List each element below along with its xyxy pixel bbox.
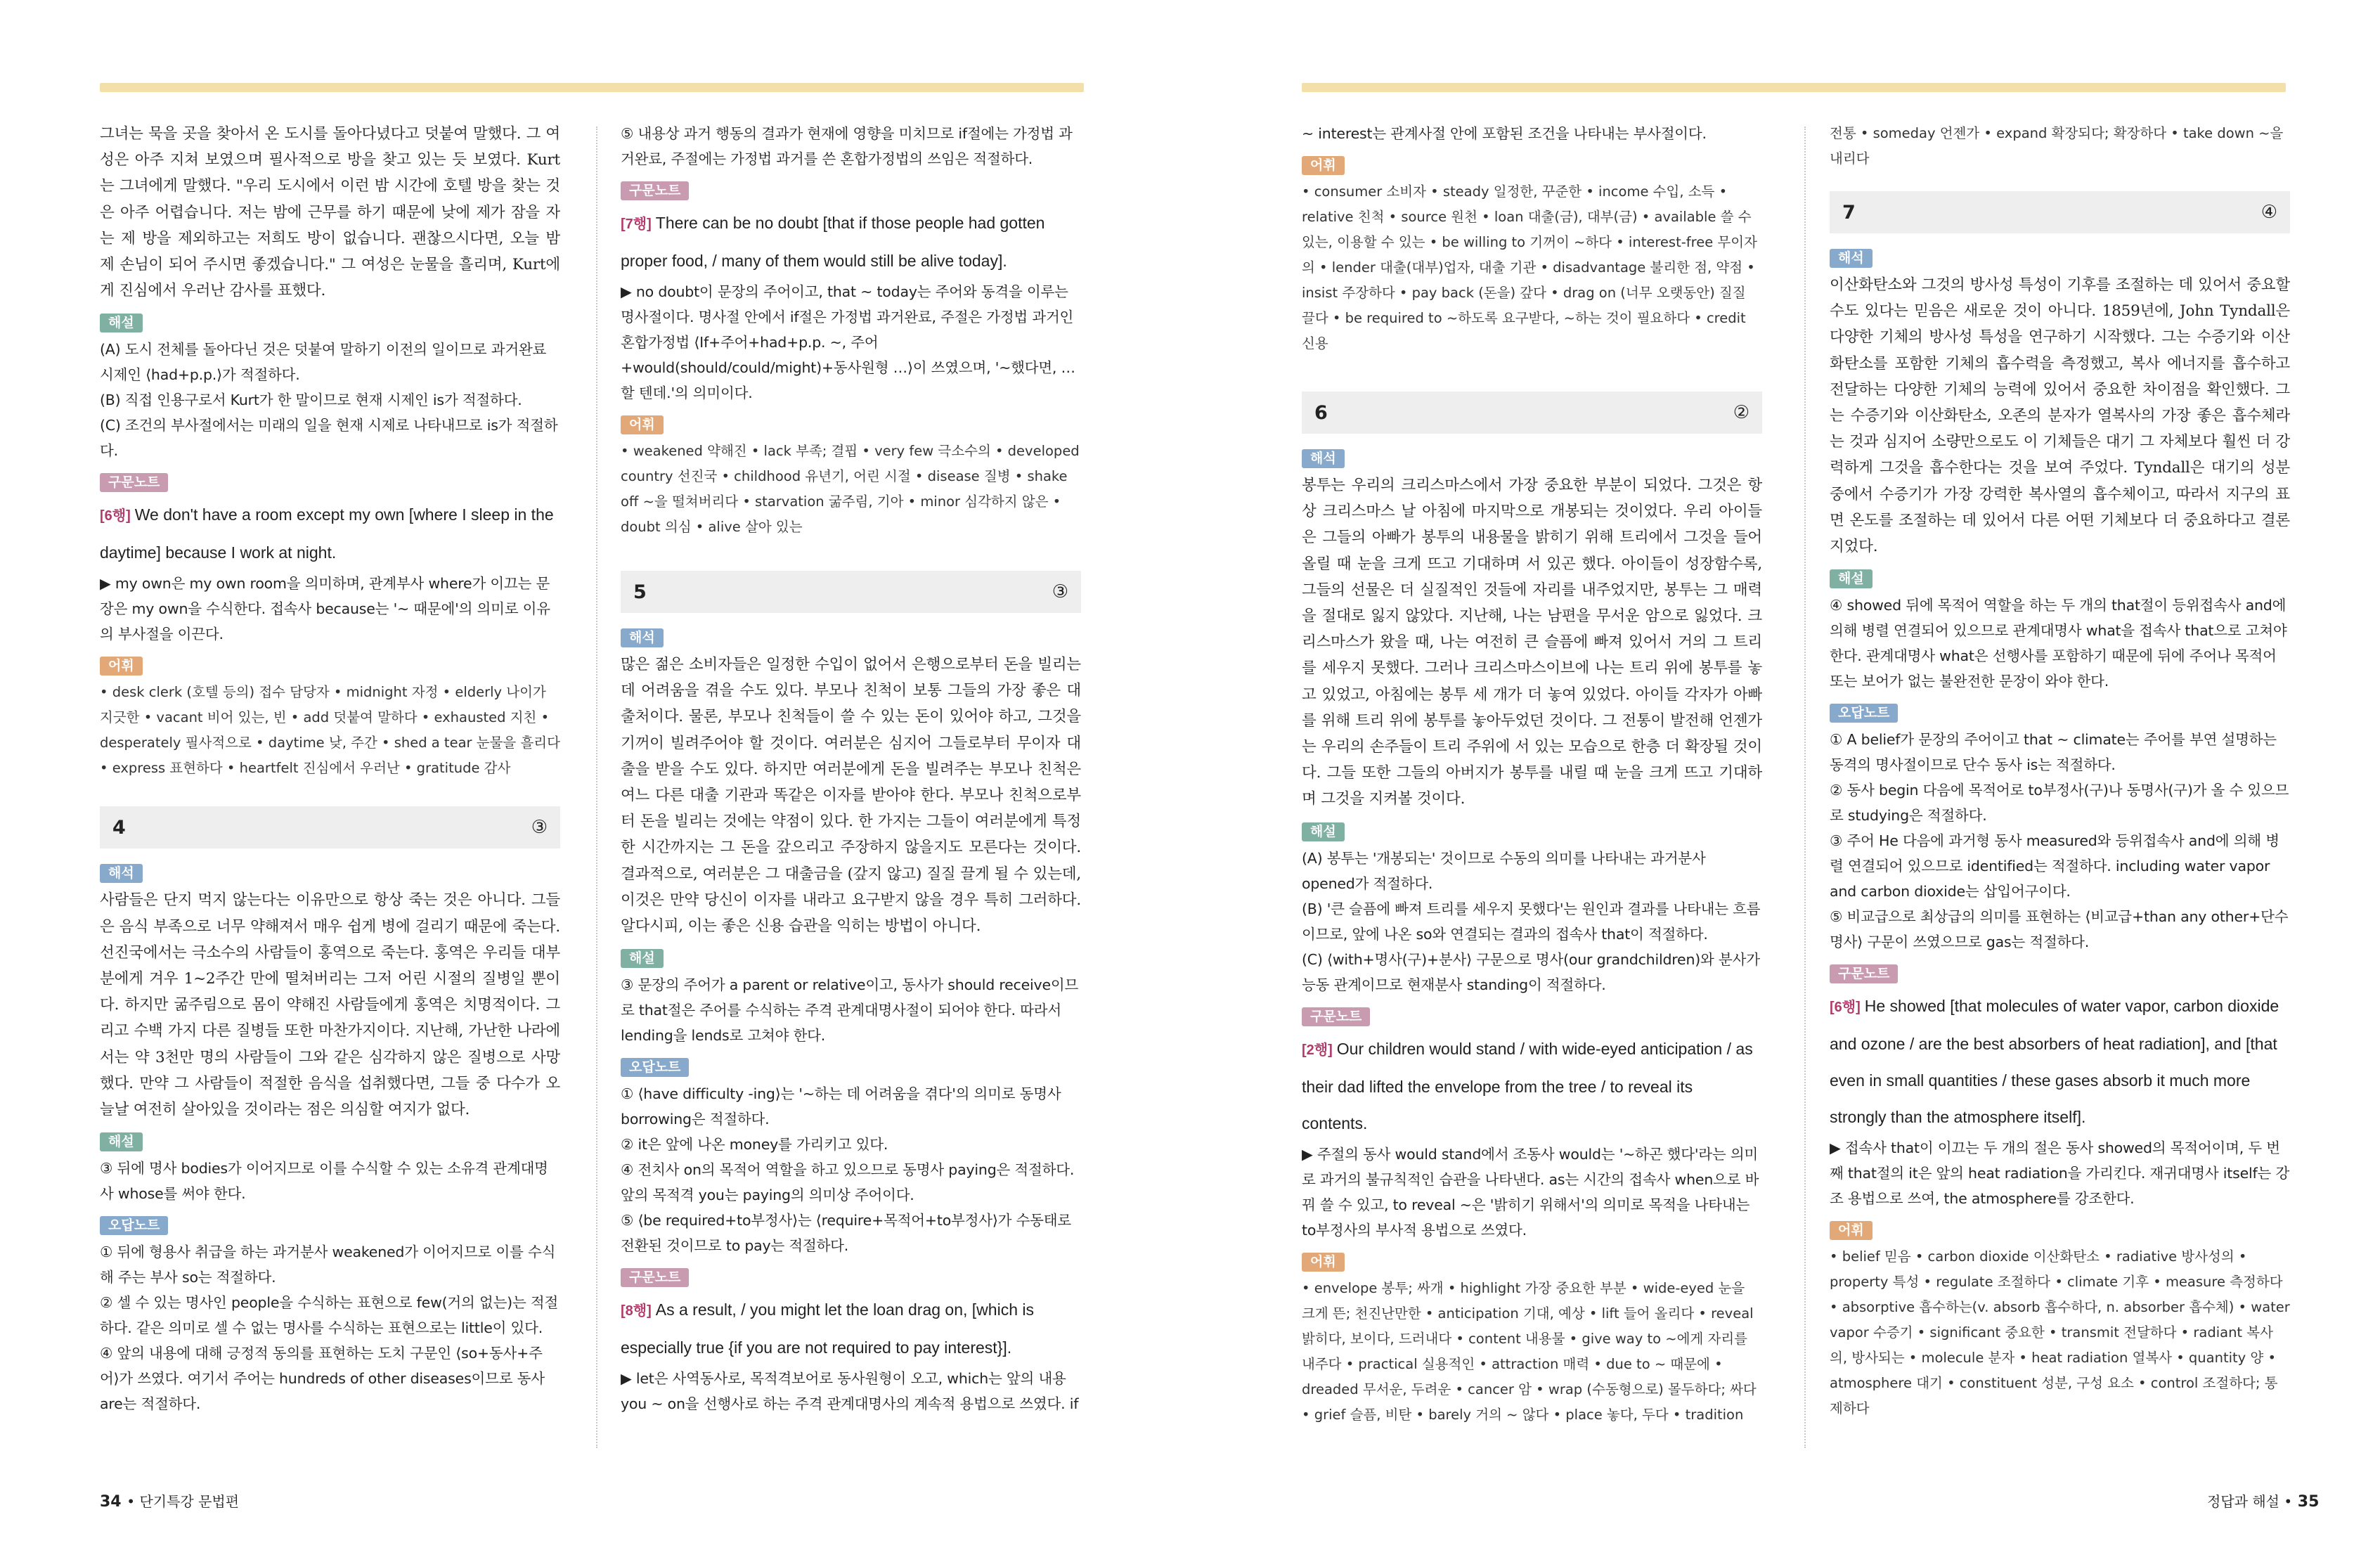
vocab-list: • envelope 봉투; 싸개 • highlight 가장 중요한 부분 • wide-eyed 눈을 크게 뜬; 천진난만한 • anticipation 기대, 예상 • lift 들어 올리다 • reveal 밝히다, 보이다, 드러내다 • content 내용물 • give way to ~에게 자리를 내주다 • practical 실용적인 • attraction 매력 • due to ~ 때문에 • dreaded 무서운, 두려운 • cancer 암 • wrap (수동형으로) 몰두하다; 싸다 • grief 슬픔, 비탄 • barely 거의 ~ 않다 • place 놓다, 두다 • tradition	[1302, 1279, 1757, 1423]
explanation-text: ~ interest는 관계사절 안에 포함된 조건을 나타내는 부사절이다.	[1302, 125, 1707, 142]
wrong-answer-item: ① ⟨have difficulty -ing⟩는 '~하는 데 어려움을 겪다'의 의미로 동명사 borrowing은 적절하다.	[621, 1085, 1061, 1128]
odap-label: 오답노트	[621, 1058, 689, 1077]
explanation-item: (A) 도시 전체를 돌아다닌 것은 덧붙여 말하기 이전의 일이므로 과거완료 시제인 ⟨had+p.p.⟩가 적절하다.	[100, 341, 547, 384]
line-reference: [2행]	[1302, 1042, 1333, 1058]
gumun-label: 구문노트	[1830, 964, 1898, 983]
wrong-answer-item: ① 뒤에 형용사 취급을 하는 과거분사 weakened가 이어지므로 이를 수식해 주는 부사 so는 적절하다.	[100, 1244, 556, 1286]
explanation-text: ⑤ 내용상 과거 행동의 결과가 현재에 영향을 미치므로 if절에는 가정법 과거완료, 주절에는 가정법 과거를 쓴 혼합가정법의 쓰임은 적절하다.	[621, 125, 1073, 167]
right-page-top-bar	[1302, 83, 2286, 92]
syntax-note: ▶ 접속사 that이 이끄는 두 개의 절은 동사 showed의 목적어이며, 두 번째 that절의 it은 앞의 heat radiation을 가리킨다. 재귀대명사 itself는 강조 용법으로 쓰여, the atmosphere를 강조한다.	[1830, 1139, 2290, 1208]
passage-translation: 봉투는 우리의 크리스마스에서 가장 중요한 부분이 되었다. 그것은 항상 크리스마스 날 아침에 마지막으로 개봉되는 것이었다. 우리 아이들은 그들의 아빠가 봉투의 내용물을 밝히기 위해 트리에서 그것을 들어 올릴 때 눈을 크게 뜨고 기대하며 서 있곤 했다. 아이들이 성장함수록, 그들의 선물은 더 실질적인 것들에 자리를 내주었지만, 봉투는 그 매력을 절대로 잃지 않았다. 지난해, 나는 남편을 무서운 암으로 잃었다. 크리스마스가 왔을 때, 나는 여전히 큰 슬픔에 빠져 있어서 거의 그 트리를 세우지 못했다. 그러나 크리스마스이브에 나는 트리 위에 봉투를 놓고 있었고, 아침에는 봉투 세 개가 더 놓여 있었다. 아이들 각자가 아빠를 위해 트리 위에 봉투를 놓아두었던 것이다. 그 전통이 발전해 언젠가는 우리의 손주들이 트리 주위에 서 있는 모습으로 한층 더 확장될 것이다. 그들 또한 그들의 아버지가 봉투를 내릴 때 눈을 크게 뜨고 기대하며 그것을 지켜볼 것이다.	[1302, 477, 1762, 808]
question-header	[1830, 191, 2290, 233]
wrong-answer-notes	[621, 1081, 1081, 1258]
passage-translation: 사람들은 단지 먹지 않는다는 이유만으로 항상 죽는 것은 아니다. 그들은 음식 부족으로 너무 약해져서 매우 쉽게 병에 걸리기 때문에 죽는다. 선진국에서는 극소수의 사람들이 홍역으로 죽는다. 홍역은 우리들 대부분에게 겨우 1~2주간 만에 떨쳐버리는 그저 어린 시절의 질병일 뿐이다. 하지만 굶주림으로 몸이 약해진 사람들에게 홍역은 치명적이다. 그리고 수백 가지 다른 질병들 또한 마찬가지이다. 지난해, 가난한 나라에서는 약 3천만 명의 사람들이 그와 같은 심각하지 않은 질병으로 사망했다. 만약 그 사람들이 적절한 음식을 섭취했다면, 그들 중 다수가 오늘날 여전히 살아있을 것이라는 점은 의심할 여지가 없다.	[100, 891, 560, 1119]
column-1	[100, 121, 560, 1416]
explanation-item: (B) 직접 인용구로서 Kurt가 한 말이므로 현재 시제인 is가 적절하다.	[100, 392, 522, 409]
left-page-footer	[100, 1490, 239, 1511]
vocab-list: 전통 • someday 언젠가 • expand 확장되다; 확장하다 • take down ~을 내리다	[1830, 125, 2284, 167]
page-number: 34	[100, 1493, 122, 1511]
vocab-label: 어휘	[1302, 1253, 1345, 1272]
section-title: 정답과 해설 •	[2207, 1493, 2293, 1510]
sentence-text: We don't have a room except my own [where I sleep in the daytime] because I work at night.	[100, 505, 554, 562]
gumun-label: 구문노트	[100, 473, 168, 492]
sentence-text: Our children would stand / with wide-eyed anticipation / as their dad lifted the envelope from the tree / to reveal its contents.	[1302, 1039, 1753, 1132]
page-number: 35	[2297, 1493, 2320, 1511]
vocab-list: • consumer 소비자 • steady 일정한, 꾸준한 • income 수입, 소득 • relative 친척 • source 원천 • loan 대출(금), 대부(금) • available 쓸 수 있는, 이용할 수 있는 • be willing to 기꺼이 ~하다 • interest-free 무이자의 • lender 대출(대부)업자, 대출 기관 • disadvantage 불리한 점, 약점 • insist 주장하다 • pay back (돈을) 갚다 • drag on (너무 오랫동안) 질질 끌다 • be required to ~하도록 요구받다, ~하는 것이 필요하다 • credit 신용	[1302, 183, 1757, 351]
vocab-list: • belief 믿음 • carbon dioxide 이산화탄소 • radiative 방사성의 • property 특성 • regulate 조절하다 • climate 기후 • measure 측정하다 • absorptive 흡수하는(v. absorb 흡수하다, n. absorber 흡수체) • water vapor 수증기 • significant 중요한 • transmit 전달하다 • radiant 복사의, 방사되는 • molecule 분자 • heat radiation 열복사 • quantity 양 • atmosphere 대기 • constituent 성분, 구성 요소 • control 조절하다; 통제하다	[1830, 1248, 2290, 1417]
wrong-answer-item: ② 동사 begin 다음에 목적어로 to부정사(구)나 동명사(구)가 올 수 있으므로 studying은 적절하다.	[1830, 782, 2289, 825]
wrong-answer-item: ④ 전치사 on의 목적어 역할을 하고 있으므로 동명사 paying은 적절하다. 앞의 목적격 you는 paying의 의미상 주어이다.	[621, 1161, 1075, 1204]
explanation-item: (A) 봉투는 '개봉되는' 것이므로 수동의 의미를 나타내는 과거분사 opened가 적절하다.	[1302, 849, 1706, 892]
question-header	[621, 571, 1081, 613]
wrong-answer-item: ② 셀 수 있는 명사인 people을 수식하는 표현으로 few(거의 없는)는 적절하다. 같은 의미로 셀 수 없는 명사를 수식하는 표현으로는 little이 있다.	[100, 1294, 559, 1337]
syntax-note: ▶ let은 사역동사로, 목적격보어로 동사원형이 오고, which는 앞의 내용 you ~ on을 선행사로 하는 주격 관계대명사의 계속적 용법으로 쓰였다. if	[621, 1370, 1079, 1413]
explanation-text: ④ showed 뒤에 목적어 역할을 하는 두 개의 that절이 등위접속사 and에 의해 병렬 연결되어 있으므로 관계대명사 what을 접속사 that으로 고쳐야 한다. 관계대명사 what은 선행사를 포함하기 때문에 뒤에 주어나 목적어 또는 보어가 없는 불완전한 문장이 와야 한다.	[1830, 597, 2287, 690]
column-3	[1302, 121, 1762, 1428]
haeseok-label: 해석	[621, 628, 664, 647]
answer-number: ②	[1733, 401, 1750, 423]
story-translation: 그녀는 묵을 곳을 찾아서 온 도시를 돌아다녔다고 덧붙여 말했다. 그 여성은 아주 지쳐 보였으며 필사적으로 방을 찾고 있는 듯 보였다. Kurt는 그녀에게 말했다. "우리 도시에서 이런 밤 시간에 호텔 방을 찾는 것은 아주 어렵습니다. 저는 밤에 근무를 하기 때문에 낮에 제가 잠을 자는 제 방을 제외하고는 저희도 방이 없습니다. 괜찮으시다면, 오늘 밤 제 손님이 되어 주시면 좋겠습니다." 그 여성은 눈물을 흘리며, Kurt에게 진심에서 우러난 감사를 표했다.	[100, 125, 560, 300]
vocab-label: 어휘	[100, 657, 143, 676]
vocab-list: • weakened 약해진 • lack 부족; 결핍 • very few 극소수의 • developed country 선진국 • childhood 유년기, 어린 시절 • disease 질병 • shake off ~을 떨쳐버리다 • starvation 굶주림, 기아 • minor 심각하지 않은 • doubt 의심 • alive 살아 있는	[621, 443, 1080, 535]
haeseol-label: 해설	[1830, 569, 1873, 588]
passage-translation: 이산화탄소와 그것의 방사성 특성이 기후를 조절하는 데 있어서 중요할 수도 있다는 믿음은 새로운 것이 아니다. 1859년에, John Tyndall은 다양한 기체의 방사성 특성을 연구하기 시작했다. 그는 수증기와 이산화탄소를 포함한 기체의 흡수력을 측정했고, 복사 에너지를 흡수하고 전달하는 다양한 기체의 능력에 있어서 중요한 차이점을 확인했다. 그는 수증기와 이산화탄소, 오존의 분자가 열복사의 가장 좋은 흡수체라는 것과 심지어 소량만으로도 이 기체들은 대기 그 자체보다 훨씬 더 강력하게 그것을 흡수한다는 것을 보여 주었다. Tyndall은 대기의 성분 중에서 수증기가 가장 강력한 복사열의 흡수체이고, 따라서 지구의 표면 온도를 조절하는 데 있어서 다른 어떤 기체보다 더 중요하다고 결론지었다.	[1830, 276, 2290, 556]
line-reference: [6행]	[1830, 1000, 1861, 1016]
explanation-list	[100, 337, 560, 463]
book-title: • 단기특강 문법편	[127, 1493, 240, 1510]
passage-translation: 많은 젊은 소비자들은 일정한 수입이 없어서 은행으로부터 돈을 빌리는 데 어려움을 겪을 수도 있다. 부모나 친척이 보통 그들의 가장 좋은 대출처이다. 물론, 부모나 친척들이 쓸 수 있는 돈이 있어야 하고, 그것을 기꺼이 빌려주어야 할 것이다. 여러분은 심지어 그들로부터 무이자 대출을 받을 수도 있다. 하지만 여러분에게 돈을 빌려주는 부모나 친척은 여느 다른 대출 기관과 똑같은 이자를 받아야 한다. 부모나 친척으로부터 돈을 빌리는 것에는 약점이 있다. 한 가지는 그들이 여러분에게 특정한 시간까지는 그 돈을 갚으리고 주장하지 않을지도 모른다는 것이다. 결과적으로, 여러분은 그 대출금을 (갚지 않고) 질질 끌게 될 수 있는데, 이것은 만약 당신이 이자를 내라고 요구받지 않을 경우 특히 그러하다. 알다시피, 이는 좋은 신용 습관을 익히는 방법이 아니다.	[621, 656, 1081, 936]
column-2	[621, 121, 1081, 1416]
odap-label: 오답노트	[100, 1216, 168, 1235]
syntax-sentence	[1302, 1031, 1762, 1142]
explanation-list	[1302, 846, 1762, 997]
explanation-item: (C) ⟨with+명사(구)+분사⟩ 구문으로 명사(our grandchildren)와 분사가 능동 관계이므로 현재분사 standing이 적절하다.	[1302, 950, 1760, 993]
question-number: 7	[1842, 201, 1856, 224]
wrong-answer-notes	[1830, 727, 2290, 955]
syntax-note: ▶ 주절의 동사 would stand에서 조동사 would는 '~하곤 했다'라는 의미로 과거의 불규칙적인 습관을 나타낸다. as는 시간의 접속사 when으로 바꿔 쓸 수 있고, to reveal ~은 '밝히기 위해서'의 의미로 목적을 나타내는 to부정사의 부사적 용법으로 쓰였다.	[1302, 1145, 1759, 1239]
answer-number: ④	[2261, 201, 2277, 223]
haeseok-label: 해석	[1830, 249, 1873, 268]
wrong-answer-item: ① A belief가 문장의 주어이고 that ~ climate는 주어를 부연 설명하는 동격의 명사절이므로 단수 동사 is는 적절하다.	[1830, 731, 2277, 774]
sentence-text: There can be no doubt [that if those people had gotten proper food, / many of them would still be alive today].	[621, 214, 1045, 270]
gumun-label: 구문노트	[621, 1268, 689, 1287]
answer-number: ③	[531, 816, 548, 838]
line-reference: [6행]	[100, 508, 131, 524]
haeseok-label: 해석	[1302, 449, 1345, 468]
line-reference: [8행]	[621, 1303, 652, 1319]
question-number: 5	[633, 581, 647, 603]
haeseol-label: 해설	[621, 949, 664, 968]
odap-label: 오답노트	[1830, 704, 1898, 723]
left-page-top-bar	[100, 83, 1084, 92]
right-page-footer	[2207, 1490, 2320, 1511]
sentence-text: He showed [that molecules of water vapor, carbon dioxide and ozone / are the best absorbers of heat radiation], and [that even in small quantities / these gases absorb it much more strongly than the atmosphere itself].	[1830, 997, 2279, 1127]
wrong-answer-item: ③ 주어 He 다음에 과거형 동사 measured와 등위접속사 and에 의해 병렬 연결되어 있으므로 identified는 적절하다. including water vapor and carbon dioxide는 삽입어구이다.	[1830, 832, 2279, 900]
haeseol-label: 해설	[1302, 822, 1345, 841]
syntax-sentence	[1830, 988, 2290, 1135]
explanation-item: (B) '큰 슬픔에 빠져 트리를 세우지 못했다'는 원인과 결과를 나타내는 흐름이므로, 앞에 나온 so와 연결되는 결과의 접속사 that이 적절하다.	[1302, 900, 1761, 943]
gumun-label: 구문노트	[1302, 1007, 1370, 1026]
wrong-answer-notes	[100, 1239, 560, 1416]
explanation-text: ③ 뒤에 명사 bodies가 이어지므로 이를 수식할 수 있는 소유격 관계대명사 whose를 써야 한다.	[100, 1160, 548, 1203]
haeseol-label: 해설	[100, 314, 143, 332]
column-divider	[596, 127, 597, 1448]
wrong-answer-item: ② it은 앞에 나온 money를 가리키고 있다.	[621, 1136, 888, 1154]
syntax-note: ▶ no doubt이 문장의 주어이고, that ~ today는 주어와 동격을 이루는 명사절이다. 명사절 안에서 if절은 가정법 과거완료, 주절은 가정법 과거인 혼합가정법 ⟨If+주어+had+p.p. ~, 주어+would(should/could/might)+동사원형 …⟩이 쓰였으며, '~했다면, …할 텐데.'의 의미이다.	[621, 283, 1075, 401]
vocab-label: 어휘	[621, 415, 664, 434]
column-4	[1830, 121, 2290, 1421]
wrong-answer-item: ⑤ 비교급으로 최상급의 의미를 표현하는 ⟨비교급+than any other+단수 명사⟩ 구문이 쓰였으므로 gas는 적절하다.	[1830, 908, 2289, 951]
wrong-answer-item: ④ 앞의 내용에 대해 긍정적 동의를 표현하는 도치 구문인 ⟨so+동사+주어⟩가 쓰였다. 여기서 주어는 hundreds of other diseases이므로 동사 are는 적절하다.	[100, 1345, 545, 1413]
vocab-label: 어휘	[1830, 1221, 1873, 1240]
question-number: 6	[1314, 401, 1328, 424]
explanation-text: ③ 문장의 주어가 a parent or relative이고, 동사가 should receive이므로 that절은 주어를 수식하는 주격 관계대명사절이 되어야 한다. 따라서 lending을 lends로 고쳐야 한다.	[621, 976, 1079, 1045]
question-number: 4	[112, 816, 126, 839]
syntax-sentence	[621, 205, 1081, 279]
vocab-list: • desk clerk (호텔 등의) 접수 담당자 • midnight 자정 • elderly 나이가 지긋한 • vacant 비어 있는, 빈 • add 덧붙여 말하다 • exhausted 지친 • desperately 필사적으로 • daytime 낮, 주간 • shed a tear 눈물을 흘리다 • express 표현하다 • heartfelt 진심에서 우러난 • gratitude 감사	[100, 684, 560, 777]
syntax-note: ▶ my own은 my own room을 의미하며, 관계부사 where가 이끄는 문장은 my own을 수식한다. 접속사 because는 '~ 때문에'의 의미로 이유의 부사절을 이끈다.	[100, 575, 550, 643]
syntax-sentence	[100, 496, 560, 571]
line-reference: [7행]	[621, 217, 652, 232]
question-header	[1302, 392, 1762, 434]
question-header	[100, 806, 560, 848]
haeseok-label: 해석	[100, 864, 143, 883]
column-divider	[1804, 127, 1806, 1448]
haeseol-label: 해설	[100, 1132, 143, 1151]
wrong-answer-item: ⑤ ⟨be required+to부정사⟩는 ⟨require+목적어+to부정사⟩가 수동태로 전환된 것이므로 to pay는 적절하다.	[621, 1212, 1071, 1255]
syntax-sentence	[621, 1291, 1081, 1366]
answer-number: ③	[1052, 581, 1068, 602]
gumun-label: 구문노트	[621, 181, 689, 200]
explanation-item: (C) 조건의 부사절에서는 미래의 일을 현재 시제로 나타내므로 is가 적절하다.	[100, 417, 558, 460]
vocab-label: 어휘	[1302, 156, 1345, 175]
sentence-text: As a result, / you might let the loan drag on, [which is especially true {if you are not required to pay interest}].	[621, 1300, 1034, 1357]
